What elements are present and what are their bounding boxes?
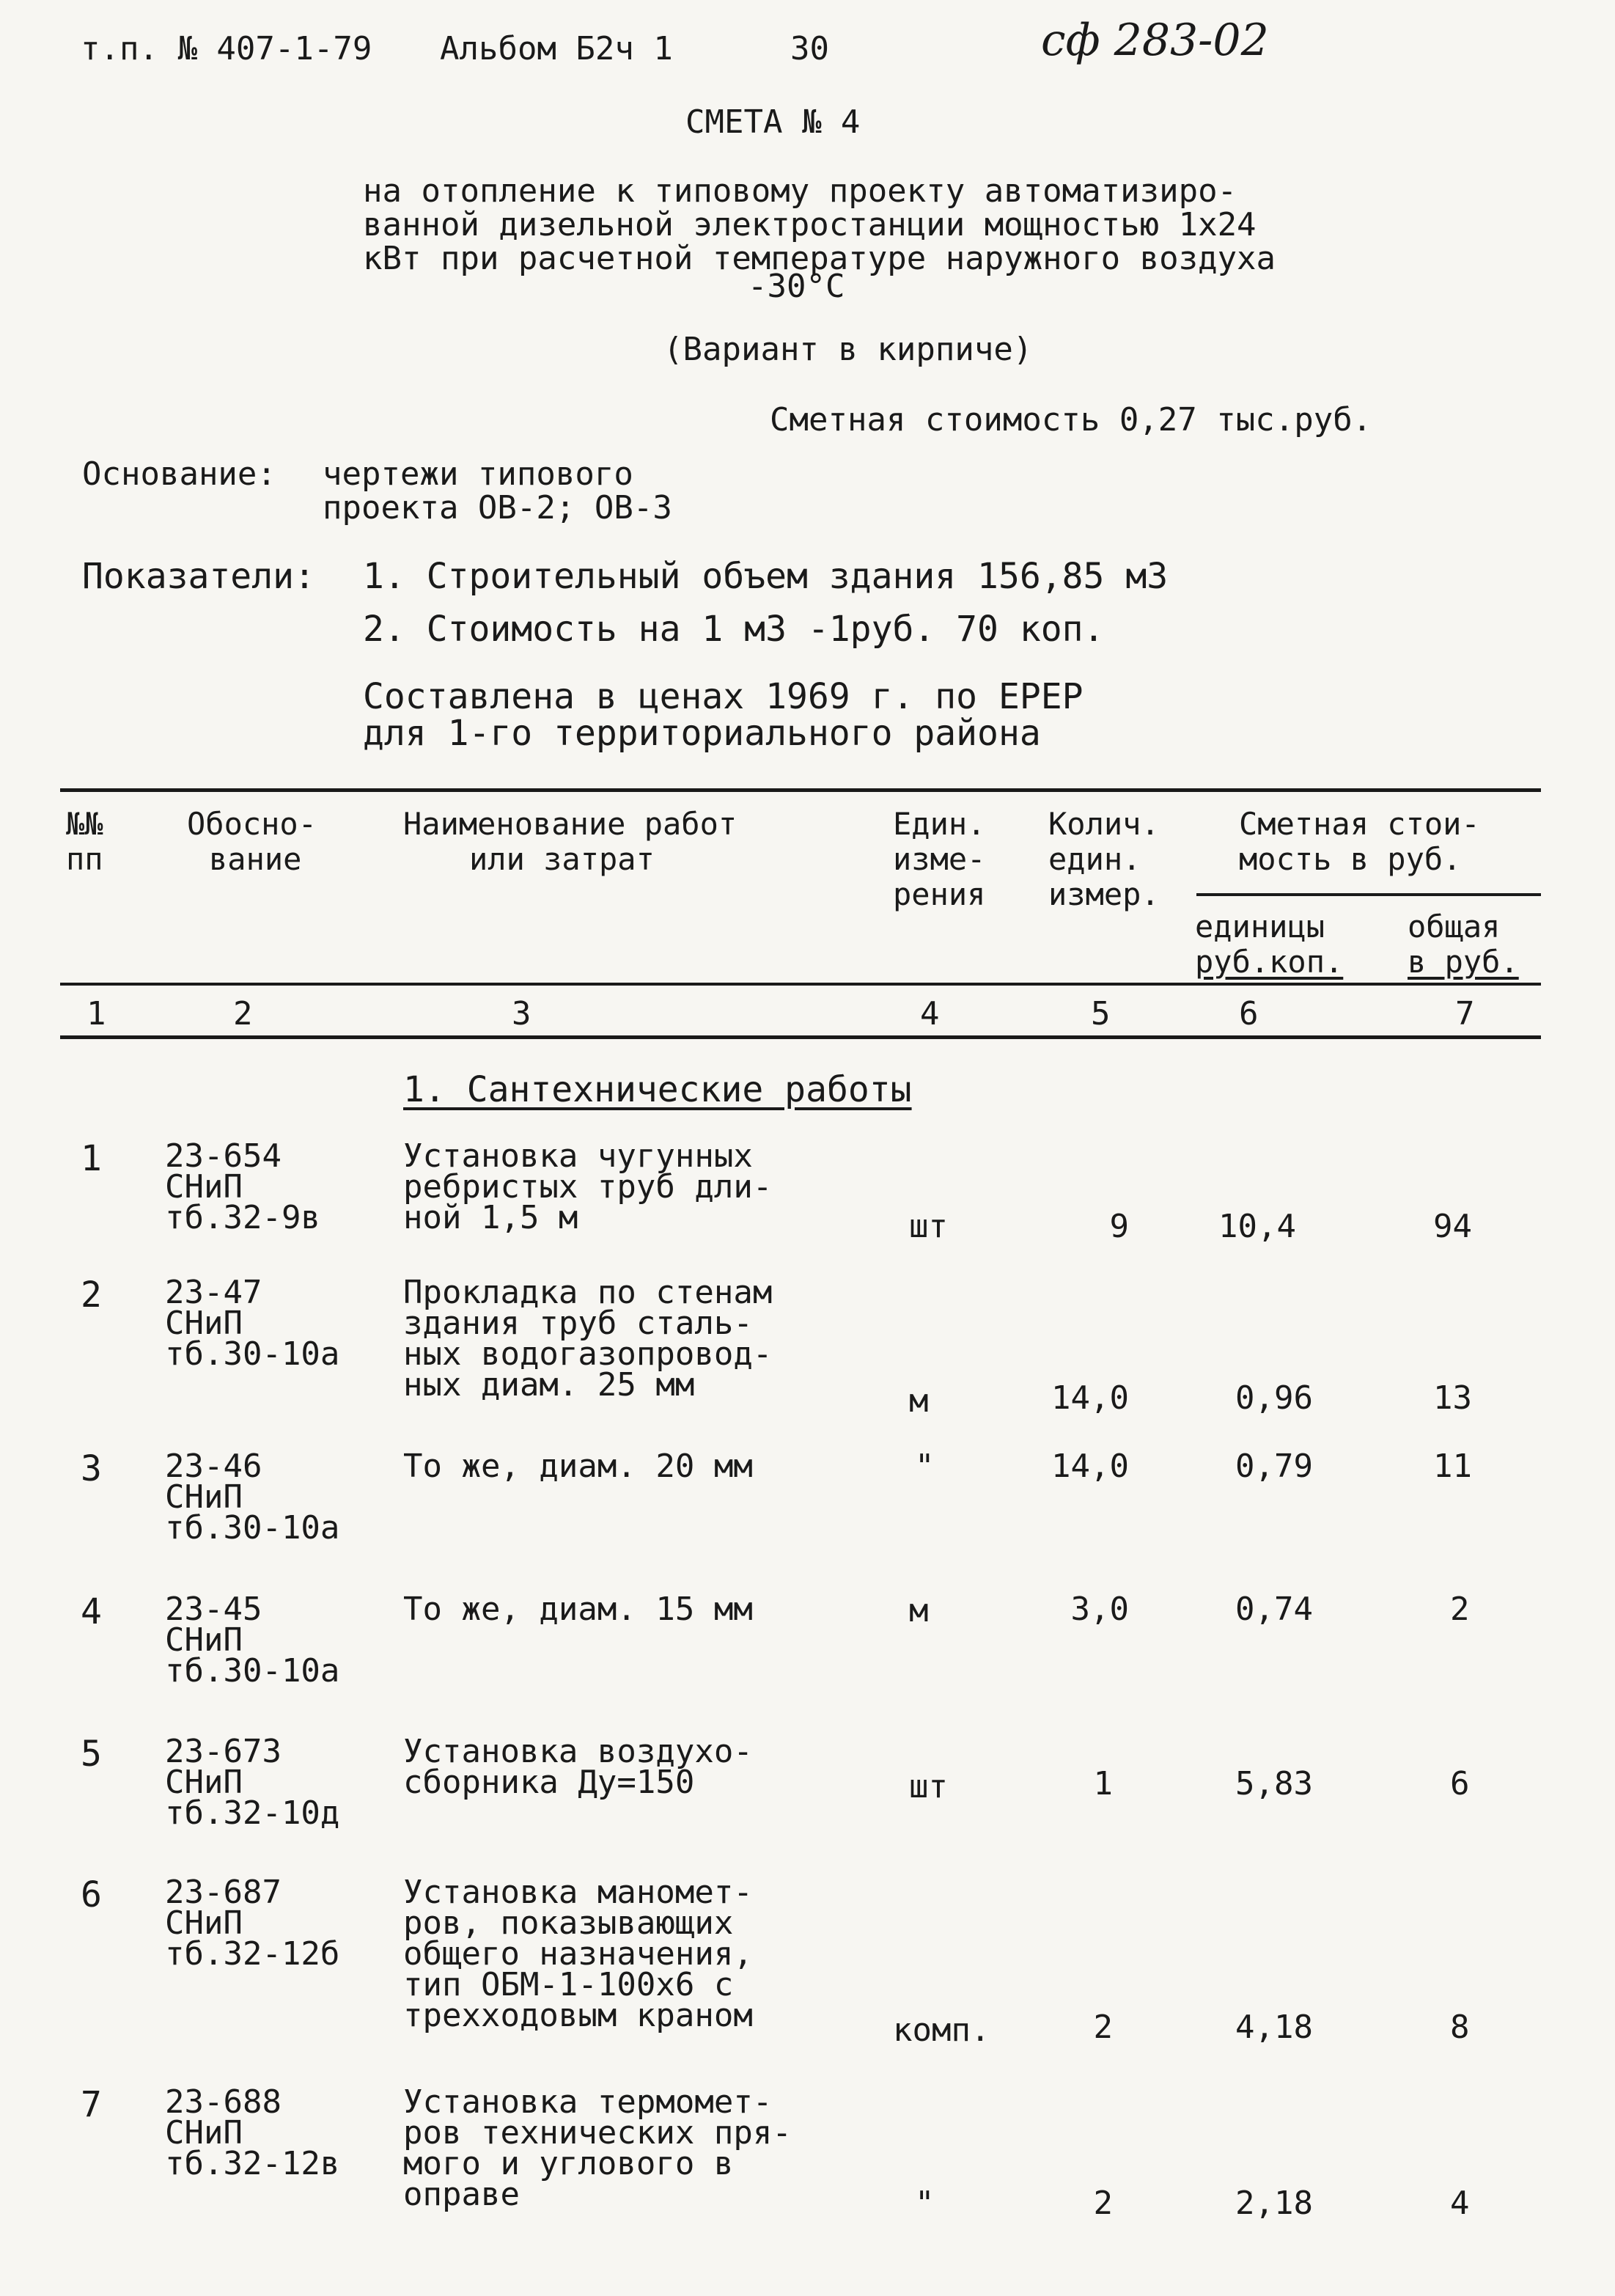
row-total: 8: [1450, 2009, 1470, 2046]
row-basis-line: тб.32-10д: [165, 1794, 340, 1832]
section-title: [403, 1069, 912, 1110]
row-total: 13: [1433, 1379, 1472, 1417]
row-num: 6: [81, 1874, 102, 1915]
row-basis-line: тб.32-12в: [165, 2145, 340, 2182]
row-price: 0,79: [1235, 1448, 1313, 1485]
header-name: [403, 807, 737, 877]
indicators-label: Показатели:: [82, 556, 315, 597]
row-name: [403, 1734, 753, 1801]
indicator-item: 1. Строительный объем здания 156,85 м3: [363, 556, 1169, 597]
row-unit: ": [915, 1448, 935, 1485]
header-cost-unit-line: единицы: [1195, 909, 1325, 945]
header-unit-line: Един.: [893, 806, 986, 842]
header-cost-group: [1239, 807, 1480, 877]
row-name-line: ной 1,5 м: [403, 1199, 578, 1236]
prices-note-line: Составлена в ценах 1969 г. по ЕРЕР: [363, 676, 1084, 717]
row-unit: м: [909, 1592, 929, 1629]
row-num: 1: [81, 1138, 102, 1179]
header-cost-total-line: общая: [1408, 909, 1501, 945]
row-name: [403, 2084, 792, 2213]
row-qty: 3,0: [1070, 1591, 1129, 1628]
basis-line: проекта ОВ-2; ОВ-3: [323, 489, 672, 527]
row-name-line: ров, показывающих: [403, 1904, 734, 1942]
row-unit: комп.: [893, 2011, 990, 2049]
header-cost-total-line: в руб.: [1408, 944, 1519, 980]
row-basis-line: тб.32-12б: [165, 1935, 340, 1973]
description-line: ванной дизельной электростанции мощностью 1х24: [363, 206, 1257, 243]
row-basis-line: СНиП: [165, 1621, 243, 1659]
header-name-line: или затрат: [469, 841, 655, 877]
row-unit: шт: [909, 1768, 948, 1805]
column-number: 6: [1239, 995, 1259, 1033]
row-name: [403, 1448, 753, 1485]
row-qty: 2: [1093, 2185, 1113, 2222]
project-reference: т.п. № 407-1-79: [81, 30, 372, 67]
column-numbers-rule: [60, 1035, 1541, 1039]
row-unit: ": [915, 2185, 935, 2222]
header-bottom-rule: [60, 983, 1541, 986]
header-qty-line: измер.: [1048, 876, 1160, 912]
header-num-line: №№: [66, 806, 103, 842]
row-total: 4: [1450, 2185, 1470, 2222]
row-price: 0,96: [1235, 1379, 1313, 1417]
header-cost-unit-line: руб.коп.: [1195, 944, 1344, 980]
row-total: 94: [1433, 1208, 1472, 1245]
row-basis-line: тб.30-10а: [165, 1335, 340, 1373]
row-basis-line: тб.30-10а: [165, 1652, 340, 1690]
indicator-item: 2. Стоимость на 1 м3 -1руб. 70 коп.: [363, 609, 1105, 650]
row-basis: [165, 2084, 339, 2182]
header-qty-line: един.: [1048, 841, 1141, 877]
document-heading: СМЕТА № 4: [685, 103, 861, 141]
row-basis: [165, 1874, 339, 1973]
header-basis-line: Обосно-: [187, 806, 317, 842]
row-basis: [165, 1274, 339, 1373]
row-name-line: общего назначения,: [403, 1935, 753, 1973]
basis-line: чертежи типового: [323, 455, 633, 493]
row-basis-line: 23-46: [165, 1448, 262, 1485]
cost-group-rule: [1196, 893, 1541, 896]
row-basis-line: 23-687: [165, 1874, 282, 1911]
row-name-line: То же, диам. 20 мм: [403, 1448, 753, 1485]
header-name-line: Наименование работ: [403, 806, 737, 842]
page-number: 30: [790, 30, 829, 67]
row-name-line: Прокладка по стенам: [403, 1274, 773, 1311]
row-name: [403, 1274, 772, 1404]
estimated-cost: Сметная стоимость 0,27 тыс.руб.: [770, 401, 1372, 439]
row-basis-line: 23-654: [165, 1137, 282, 1175]
basis-text: [323, 456, 672, 527]
row-name-line: мого и углового в: [403, 2145, 734, 2182]
row-basis: [165, 1448, 339, 1547]
row-name-line: Установка маномет-: [403, 1874, 753, 1911]
prices-note: [363, 676, 1084, 754]
album-reference: Альбом Б2ч 1: [440, 30, 673, 67]
header-cost-line: Сметная стои-: [1239, 806, 1480, 842]
row-name-line: тип ОБМ-1-100х6 с: [403, 1966, 734, 2003]
row-name: [403, 1874, 753, 2034]
row-name-line: ребристых труб дли-: [403, 1168, 773, 1206]
header-num-line: пп: [66, 841, 103, 877]
row-basis-line: СНиП: [165, 1168, 243, 1206]
header-unit: [893, 807, 985, 912]
column-number: 4: [920, 995, 940, 1033]
row-price: 4,18: [1235, 2009, 1313, 2046]
row-basis-line: СНиП: [165, 1305, 243, 1342]
column-number: 5: [1091, 995, 1111, 1033]
row-name-line: Установка термомет-: [403, 2083, 773, 2121]
row-num: 5: [81, 1734, 102, 1775]
row-qty: 14,0: [1051, 1448, 1129, 1485]
row-num: 2: [81, 1274, 102, 1316]
row-basis: [165, 1591, 339, 1690]
row-name-line: трехходовым краном: [403, 1997, 753, 2034]
column-number: 2: [233, 995, 253, 1033]
row-num: 3: [81, 1448, 102, 1489]
row-qty: 1: [1093, 1765, 1113, 1802]
row-total: 2: [1450, 1591, 1470, 1628]
row-price: 10,4: [1218, 1208, 1296, 1245]
row-name-line: здания труб сталь-: [403, 1305, 753, 1342]
header-unit-line: изме-: [893, 841, 986, 877]
prices-note-line: для 1-го территориального района: [363, 713, 1041, 754]
row-basis-line: СНиП: [165, 1904, 243, 1942]
row-basis: [165, 1138, 320, 1236]
row-basis-line: СНиП: [165, 2114, 243, 2152]
row-basis-line: СНиП: [165, 1478, 243, 1516]
row-unit: м: [909, 1382, 929, 1420]
column-number: 1: [87, 995, 106, 1033]
row-basis: [165, 1734, 339, 1832]
row-basis-line: СНиП: [165, 1764, 243, 1801]
stamp-code: сф 283-02: [1041, 15, 1269, 66]
row-basis-line: 23-673: [165, 1733, 282, 1770]
column-number: 3: [512, 995, 531, 1033]
row-name-line: ных водогазопровод-: [403, 1335, 773, 1373]
row-qty: 14,0: [1051, 1379, 1129, 1417]
header-unit-line: рения: [893, 876, 986, 912]
column-number: 7: [1455, 995, 1475, 1033]
row-unit: шт: [909, 1208, 948, 1245]
row-name-line: ных диам. 25 мм: [403, 1366, 695, 1404]
row-price: 5,83: [1235, 1765, 1313, 1802]
variant-note: (Вариант в кирпиче): [663, 331, 1033, 368]
row-num: 7: [81, 2084, 102, 2125]
row-num: 4: [81, 1591, 102, 1632]
header-cost-line: мость в руб.: [1239, 841, 1462, 877]
header-cost-total: [1408, 909, 1519, 980]
row-name: [403, 1138, 772, 1236]
header-basis: [187, 807, 317, 877]
row-basis-line: 23-47: [165, 1274, 262, 1311]
section-title-text: 1. Сантехнические работы: [403, 1069, 912, 1110]
document-description: [363, 173, 1276, 305]
row-name-line: ров технических пря-: [403, 2114, 792, 2152]
header-num: [66, 807, 103, 877]
header-cost-unit: [1195, 909, 1343, 980]
description-line: кВт при расчетной температуре наружного воздуха: [363, 240, 1276, 277]
row-basis-line: тб.30-10а: [165, 1509, 340, 1547]
row-name-line: Установка воздухо-: [403, 1733, 753, 1770]
header-basis-line: вание: [209, 841, 302, 877]
row-basis-line: 23-688: [165, 2083, 282, 2121]
header-qty-line: Колич.: [1048, 806, 1160, 842]
row-qty: 2: [1093, 2009, 1113, 2046]
row-name: [403, 1591, 753, 1628]
row-price: 0,74: [1235, 1591, 1313, 1628]
row-qty: 9: [1109, 1208, 1129, 1245]
row-basis-line: 23-45: [165, 1591, 262, 1628]
row-name-line: сборника Ду=150: [403, 1764, 695, 1801]
header-qty: [1048, 807, 1160, 912]
row-total: 6: [1450, 1765, 1470, 1802]
description-line: -30°С: [748, 268, 845, 305]
row-price: 2,18: [1235, 2185, 1313, 2222]
row-total: 11: [1433, 1448, 1472, 1485]
row-basis-line: тб.32-9в: [165, 1199, 320, 1236]
description-line: на отопление к типовому проекту автоматизиро-: [363, 172, 1237, 210]
row-name-line: Установка чугунных: [403, 1137, 753, 1175]
table-top-rule: [60, 788, 1541, 792]
row-name-line: оправе: [403, 2176, 520, 2213]
row-name-line: То же, диам. 15 мм: [403, 1591, 753, 1628]
basis-label: Основание:: [82, 455, 276, 493]
